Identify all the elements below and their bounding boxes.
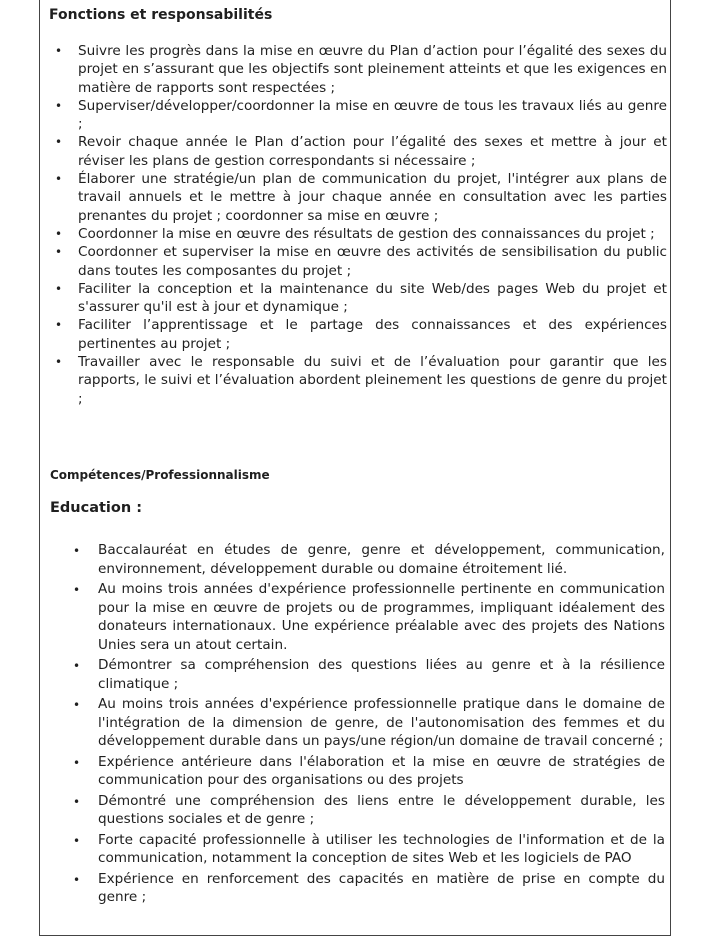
education-text: Au moins trois années d'expérience professionnelle pratique dans le domaine de l'intégration de la dimension de genre, de l'autonomisation des femmes et du développement durable dans un pays/une région/un domaine de travail concerné ; [98, 696, 665, 749]
bullet-icon: • [55, 135, 63, 150]
duty-text: Coordonner et superviser la mise en œuvre des activités de sensibilisation du public dans toutes les composantes du projet ; [78, 244, 667, 279]
bullet-icon: • [55, 226, 63, 241]
competences-heading: Compétences/Professionnalisme [50, 468, 270, 482]
bullet-icon: • [73, 583, 81, 597]
education-item [70, 870, 665, 907]
education-text: Forte capacité professionnelle à utiliser les technologies de l'information et de la communication, notamment la conception de sites Web et les logiciels de PAO [98, 831, 665, 866]
education-text: Démontrer sa compréhension des questions liées au genre et à la résilience climatique ; [98, 657, 665, 692]
duty-text: Revoir chaque année le Plan d’action pour l’égalité des sexes et mettre à jour et réviser les plans de gestion correspondants si nécessaire ; [78, 134, 667, 169]
duty-item [50, 280, 667, 317]
bullet-icon: • [73, 698, 81, 712]
bullet-icon: • [73, 794, 81, 809]
duty-item [50, 133, 667, 170]
education-text: Au moins trois années d'expérience professionnelle pertinente en communication pour la mise en œuvre de projets ou de programmes, impliquant idéalement des donateurs internationaux. Une expérience préalable avec des projets des Nations Unies sera un atout certain. [98, 581, 665, 653]
duty-item [50, 225, 667, 243]
duty-text: Faciliter l’apprentissage et le partage des connaissances et des expériences pertinentes au projet ; [78, 317, 667, 352]
duty-text: Faciliter la conception et la maintenance du site Web/des pages Web du projet et s'assurer qu'il est à jour et dynamique ; [78, 280, 667, 316]
bullet-icon: • [73, 544, 81, 558]
bullet-icon: • [73, 755, 81, 770]
bullet-icon: • [55, 318, 63, 333]
education-list [70, 541, 665, 909]
duty-text: Travailler avec le responsable du suivi et de l’évaluation pour garantir que les rapports, le suivi et l’évaluation abordent pleinement les questions de genre du projet ; [78, 354, 667, 407]
bullet-icon: • [55, 281, 63, 296]
education-item [70, 831, 665, 868]
duty-item [50, 170, 667, 225]
bullet-icon: • [55, 355, 63, 370]
duties-list [50, 42, 667, 408]
education-text: Expérience en renforcement des capacités en matière de prise en compte du genre ; [98, 870, 665, 905]
bullet-icon: • [73, 659, 81, 673]
education-item [70, 541, 665, 578]
duty-text: Superviser/développer/coordonner la mise en œuvre de tous les travaux liés au genre ; [78, 97, 667, 133]
duty-item [50, 97, 667, 134]
education-text: Démontré une compréhension des liens entre le développement durable, les questions sociales et de genre ; [98, 792, 665, 827]
duty-item [50, 353, 667, 408]
duty-item [50, 243, 667, 280]
education-item [70, 656, 665, 693]
education-item [70, 695, 665, 751]
bullet-icon: • [73, 833, 81, 848]
duty-text: Coordonner la mise en œuvre des résultats de gestion des connaissances du projet ; [78, 225, 655, 242]
education-heading: Education : [50, 500, 143, 516]
bullet-icon: • [55, 44, 63, 58]
duty-item [50, 316, 667, 353]
duty-item [50, 42, 667, 97]
bullet-icon: • [55, 98, 63, 113]
section-title: Fonctions et responsabilités [49, 7, 273, 23]
bullet-icon: • [55, 172, 63, 187]
education-item [70, 580, 665, 654]
duty-text: Suivre les progrès dans la mise en œuvre du Plan d’action pour l’égalité des sexes du projet en s’assurant que les objectifs sont pleinement atteints et que les exigences en matière de rapports sont respectées ; [78, 43, 667, 96]
education-text: Baccalauréat en études de genre, genre et développement, communication, environnement, développement durable ou domaine étroitement lié. [98, 542, 665, 577]
education-item [70, 753, 665, 790]
bullet-icon: • [73, 872, 81, 887]
education-item [70, 792, 665, 829]
duty-text: Élaborer une stratégie/un plan de communication du projet, l'intégrer aux plans de travail annuels et le mettre à jour chaque année en consultation avec les parties prenantes du projet ; coordonner sa mise en œuvre ; [78, 171, 667, 224]
education-text: Expérience antérieure dans l'élaboration et la mise en œuvre de stratégies de communication pour des organisations ou des projets [98, 753, 665, 788]
bullet-icon: • [55, 245, 63, 260]
